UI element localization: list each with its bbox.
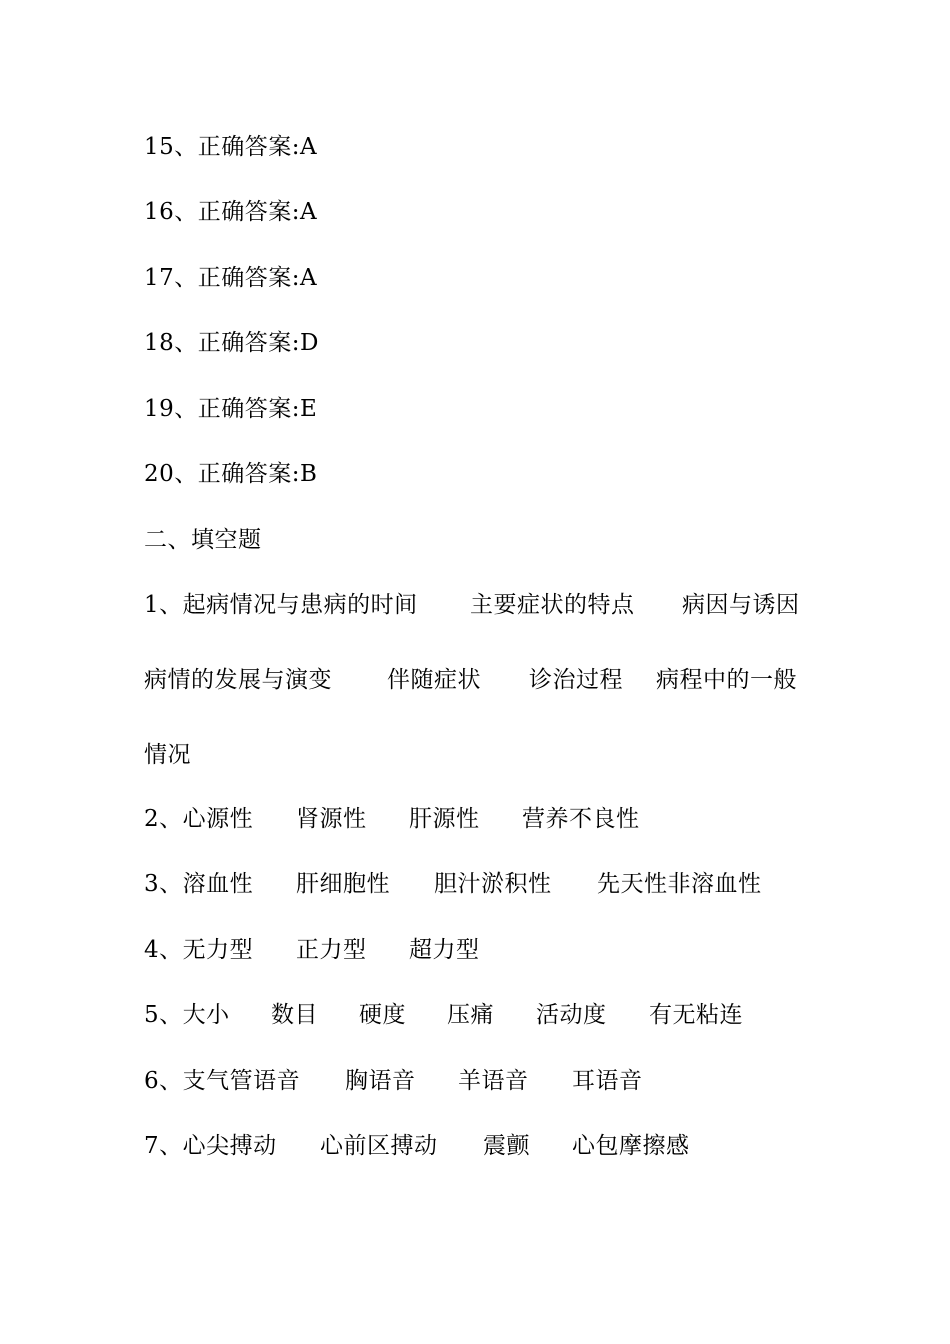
blank-item: 7、心尖搏动 [144,1133,277,1159]
blank-item: 病程中的一般 [656,667,797,693]
section-heading: 二、填空题 [144,527,262,553]
blank-item: 硬度 [359,1002,406,1028]
blank-item: 伴随症状 [387,667,481,693]
blank-item: 胸语音 [345,1068,416,1094]
blank-item: 1、起病情况与患病的时间 [144,592,418,618]
blank-item: 病因与诱因 [682,592,800,618]
blank-item: 5、大小 [144,1002,230,1028]
blank-item: 耳语音 [572,1068,643,1094]
blank-item: 2、心源性 [144,806,254,832]
blank-item: 肝源性 [409,806,480,832]
blank-item: 主要症状的特点 [470,592,635,618]
blank-item: 压痛 [447,1002,494,1028]
blank-item: 心包摩擦感 [572,1133,690,1159]
blank-item: 活动度 [536,1002,607,1028]
answer-line-15: 15、正确答案:A [144,134,318,160]
blank-item: 心前区搏动 [320,1133,438,1159]
answer-line-17: 17、正确答案:A [144,265,318,291]
blank-item: 有无粘连 [649,1002,743,1028]
answer-line-16: 16、正确答案:A [144,199,318,225]
blank-item: 3、溶血性 [144,871,254,897]
blank-item: 震颤 [483,1133,530,1159]
blank-item: 肝细胞性 [296,871,390,897]
answer-line-20: 20、正确答案:B [144,461,318,487]
blank-item: 肾源性 [296,806,367,832]
blank-item: 羊语音 [458,1068,529,1094]
answer-line-19: 19、正确答案:E [144,396,318,422]
blank-item: 先天性非溶血性 [597,871,762,897]
blank-item: 正力型 [296,937,367,963]
blank-item: 营养不良性 [522,806,640,832]
blank-item: 诊治过程 [529,667,623,693]
blank-item: 6、支气管语音 [144,1068,301,1094]
blank-item: 超力型 [409,937,480,963]
blank-item: 病情的发展与演变 [144,667,332,693]
blank-item: 数目 [271,1002,318,1028]
blank-item: 胆汁淤积性 [434,871,552,897]
fill-blank-q1-line3: 情况 [144,742,191,768]
blank-item: 4、无力型 [144,937,254,963]
answer-line-18: 18、正确答案:D [144,330,319,356]
